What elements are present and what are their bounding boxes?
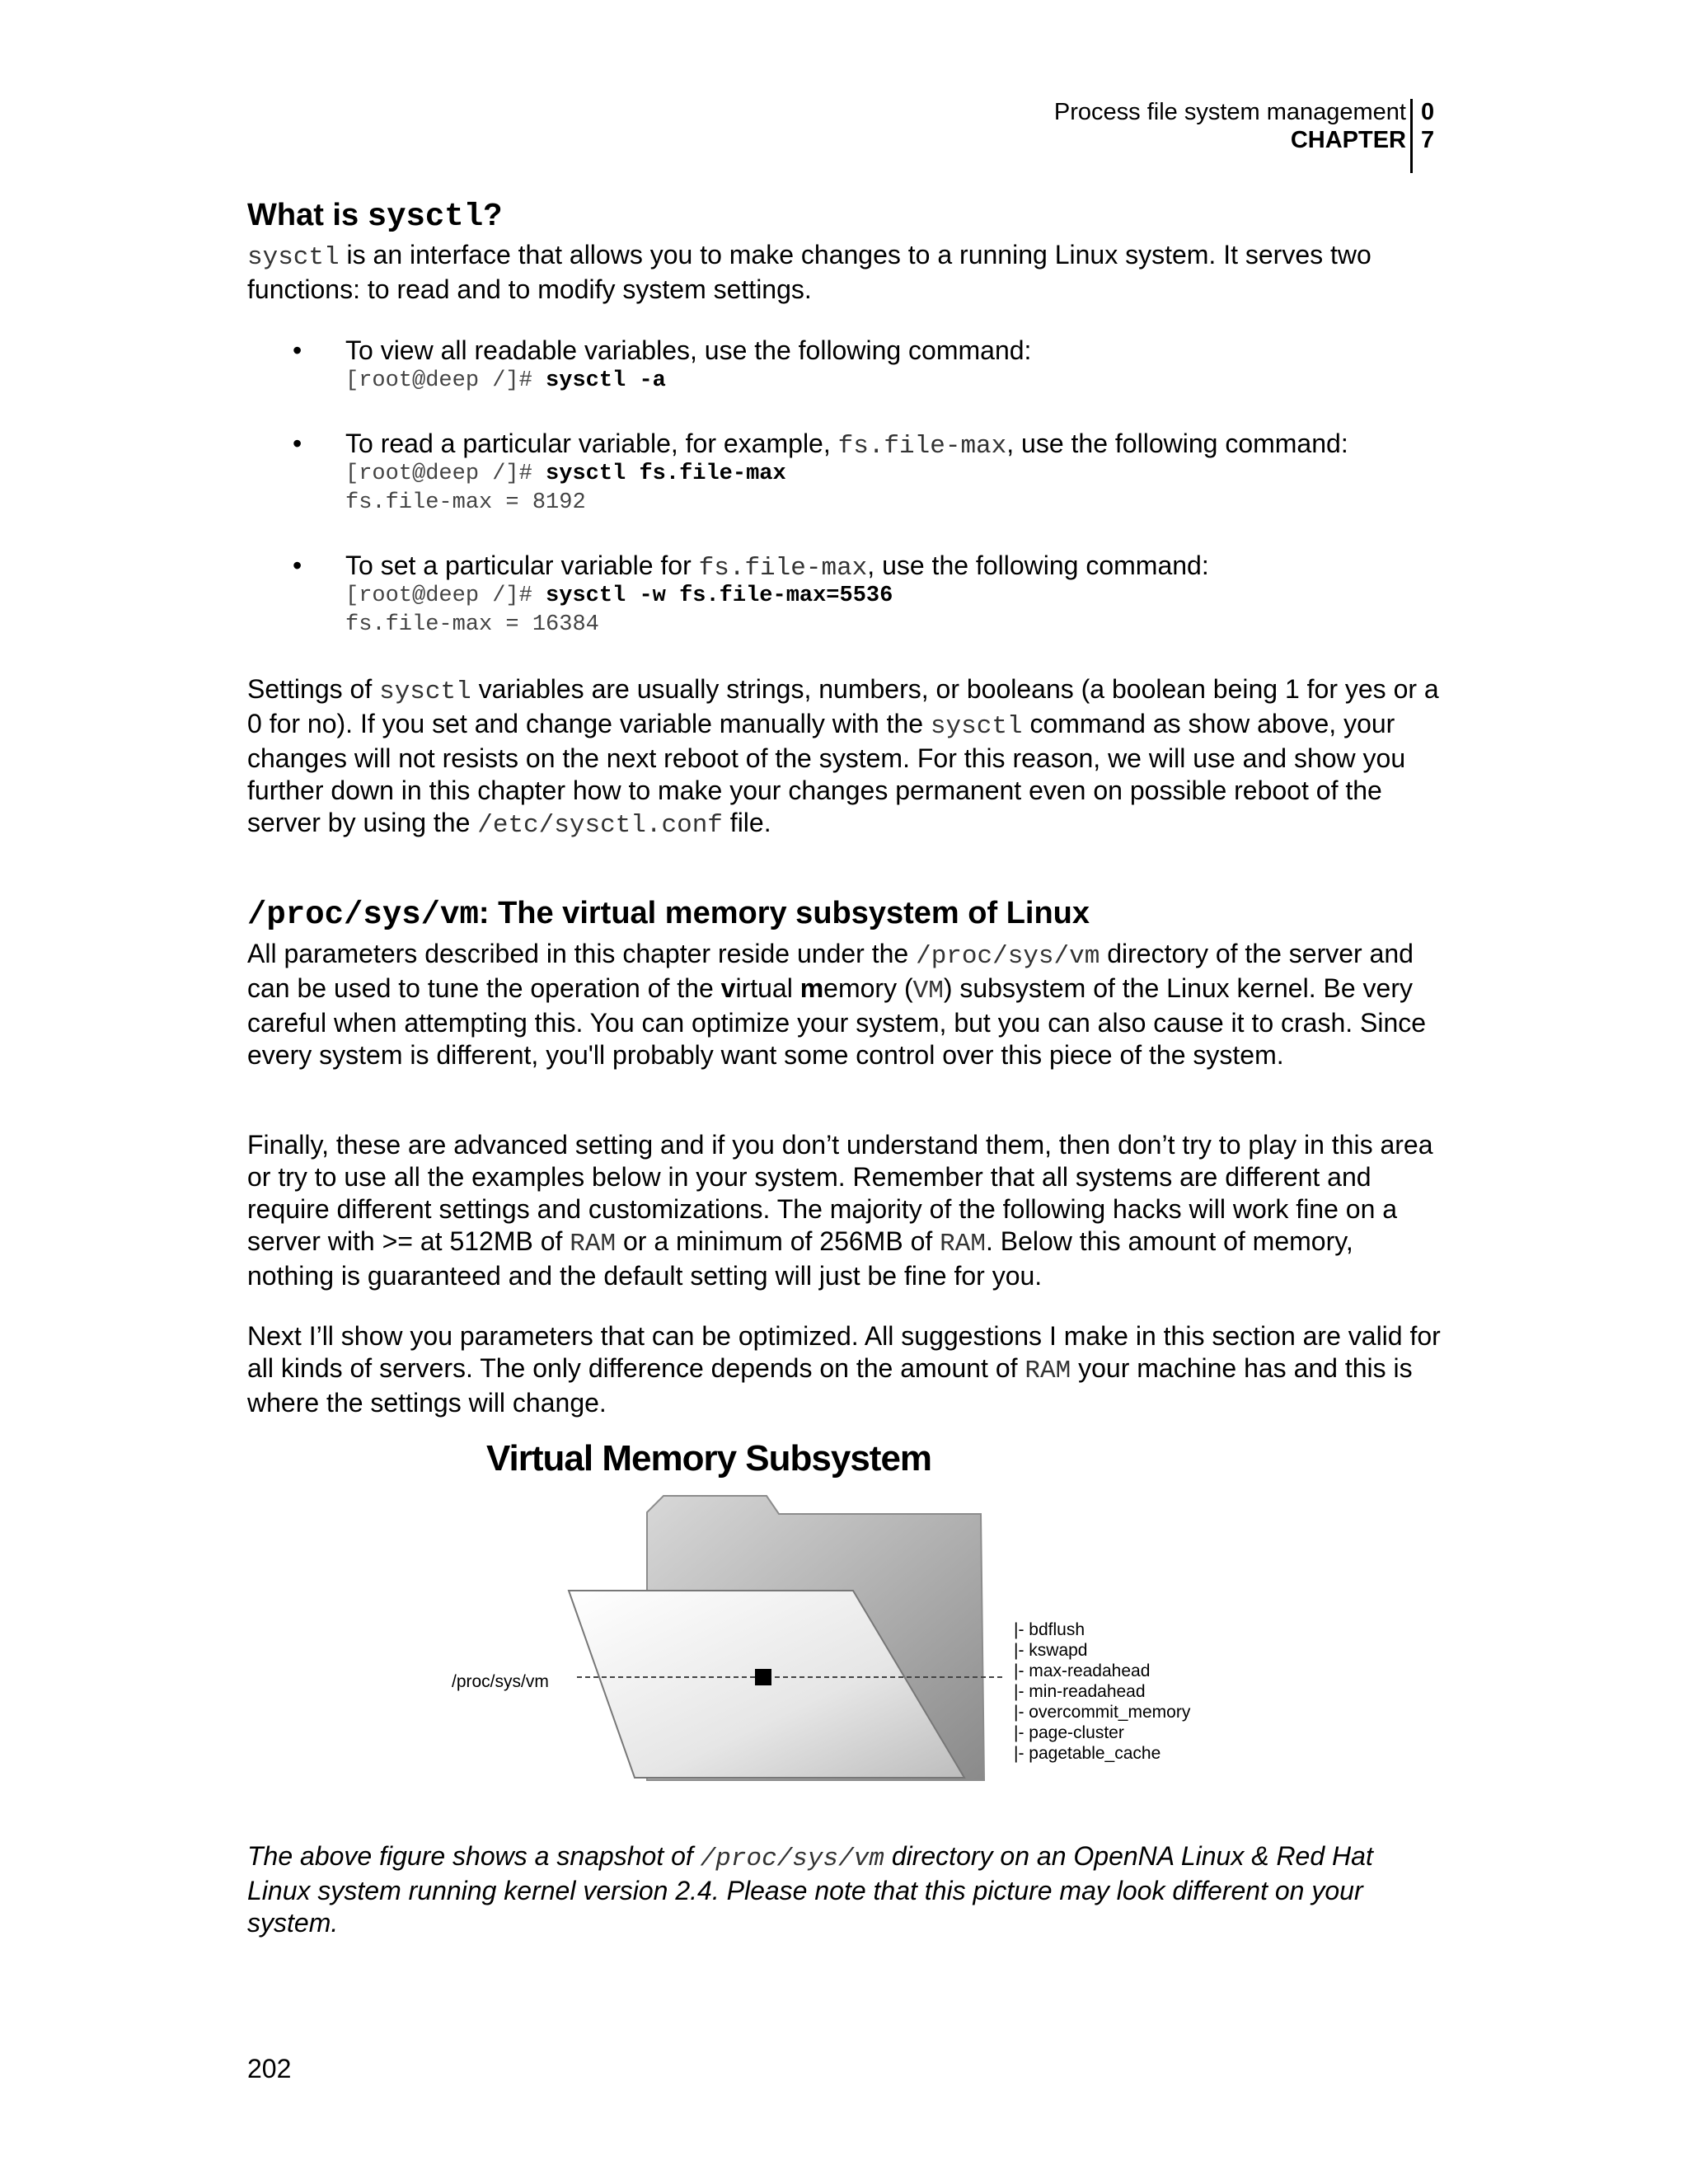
vm-intro-paragraph: All parameters described in this chapter reside under the /proc/sys/vm directory of the server and can be used to tune the operation of the virtual memory (VM) subsystem of the Linux kernel. Be very careful when attempting this. You can optimize your system, but you can also cause it to crash. Since every system is different, you'll probably want some control over this piece of the system. bbox=[247, 939, 1427, 1070]
vm-warning-paragraph: Finally, these are advanced setting and if you don’t understand them, then don’t try to play in this area or try to use all the examples below in your system. Remember that all systems are different and require different settings and customizations. The majority of the following hacks will work fine on a server with >= at 512MB of RAM or a minimum of 256MB of RAM. Below this amount of memory, nothing is guaranteed and the default setting will just be fine for you. bbox=[247, 1130, 1433, 1291]
sysctl-intro-paragraph: sysctl is an interface that allows you to make changes to a running Linux system. It serves two functions: to read and to modify system settings. bbox=[247, 240, 1372, 304]
code-output: fs.file-max = 16384 bbox=[345, 612, 599, 637]
figure-title: Virtual Memory Subsystem bbox=[486, 1438, 932, 1479]
bullet-icon: • bbox=[293, 551, 302, 580]
sysctl-settings-paragraph: Settings of sysctl variables are usually strings, numbers, or booleans (a boolean being 1 for yes or a 0 for no). If you set and change variable manually with the sysctl command as show above, your changes will not resists on the next reboot of the system. For this reason, we will use and show you further down in this chapter how to make your changes permanent even on possible reboot of the server by using the /etc/sysctl.conf file. bbox=[247, 674, 1439, 840]
code-command: [root@deep /]# sysctl -w fs.file-max=5536 bbox=[345, 583, 893, 608]
chapter-number-digit-1: 0 bbox=[1421, 99, 1435, 125]
vm-parameters-paragraph: Next I’ll show you parameters that can be optimized. All suggestions I make in this section are valid for all kinds of servers. The only difference depends on the amount of RAM your machine has and this is where the settings will change. bbox=[247, 1321, 1441, 1418]
list-item: |- kswapd bbox=[1014, 1641, 1088, 1660]
list-item: |- max-readahead bbox=[1014, 1661, 1151, 1680]
list-item: |- bdflush bbox=[1014, 1620, 1085, 1639]
bullet-text: To set a particular variable for fs.file-max, use the following command: bbox=[345, 551, 1209, 583]
bullet-text: To read a particular variable, for example, fs.file-max, use the following command: bbox=[345, 429, 1348, 461]
running-header-chapter: CHAPTER bbox=[1290, 127, 1406, 153]
header-divider bbox=[1410, 99, 1413, 173]
code-command: [root@deep /]# sysctl fs.file-max bbox=[345, 462, 786, 486]
vm-parameter-list bbox=[1014, 1619, 1190, 1764]
list-item: |- pagetable_cache bbox=[1014, 1744, 1161, 1763]
list-item: |- page-cluster bbox=[1014, 1723, 1124, 1742]
section-heading-proc-sys-vm: /proc/sys/vm: The virtual memory subsystem of Linux bbox=[247, 896, 1090, 933]
running-header-title: Process file system management bbox=[1053, 99, 1406, 125]
bullet-icon: • bbox=[293, 335, 302, 365]
vm-subsystem-figure bbox=[437, 1438, 1261, 1801]
bullet-icon: • bbox=[293, 429, 302, 458]
code-command: [root@deep /]# sysctl -a bbox=[345, 368, 666, 393]
bullet-text: To view all readable variables, use the following command: bbox=[345, 335, 1032, 365]
chapter-number-digit-2: 7 bbox=[1421, 127, 1435, 153]
code-output: fs.file-max = 8192 bbox=[345, 490, 586, 515]
list-item: |- min-readahead bbox=[1014, 1682, 1146, 1701]
list-item: |- overcommit_memory bbox=[1014, 1703, 1191, 1722]
figure-caption: The above figure shows a snapshot of /proc/sys/vm directory on an OpenNA Linux & Red Hat Linux system running kernel version 2.4. Please note that this picture may look different on your system. bbox=[247, 1841, 1373, 1938]
proc-sys-vm-label: /proc/sys/vm bbox=[452, 1672, 549, 1691]
page-number: 202 bbox=[247, 2054, 292, 2083]
section-heading-sysctl: What is sysctl? bbox=[247, 198, 503, 235]
